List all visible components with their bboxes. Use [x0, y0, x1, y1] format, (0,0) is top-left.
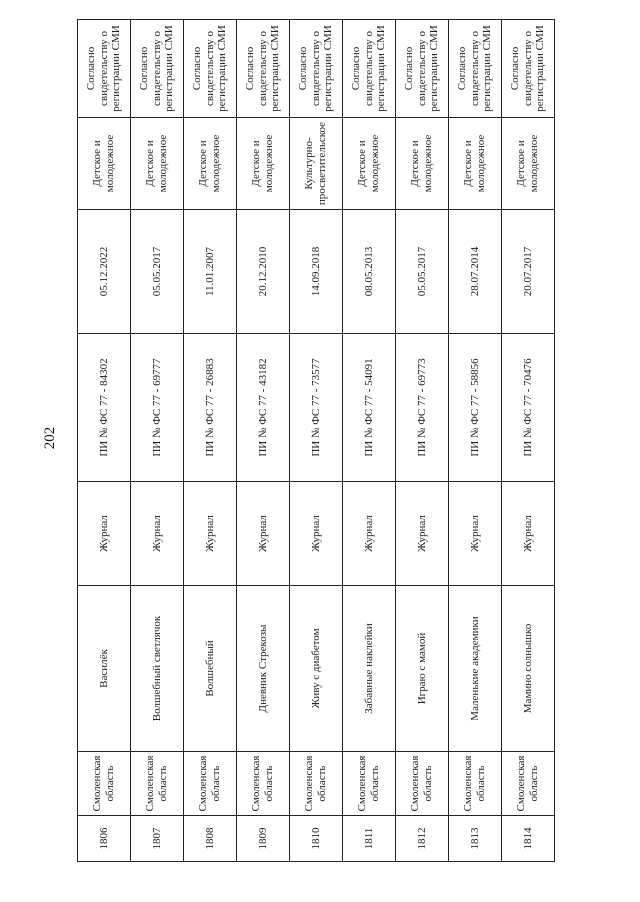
cell-basis: Согласно свидетельству о регистрации СМИ — [290, 20, 343, 118]
cell-license: ПИ № ФС 77 - 69773 — [396, 334, 449, 482]
cell-topic: Детское и молодежное — [449, 118, 502, 210]
cell-basis: Согласно свидетельству о регистрации СМИ — [184, 20, 237, 118]
cell-date: 05.05.2017 — [396, 210, 449, 334]
registry-table — [77, 19, 555, 862]
cell-license: ПИ № ФС 77 - 70476 — [502, 334, 555, 482]
cell-date: 05.05.2017 — [131, 210, 184, 334]
table-row — [131, 20, 184, 862]
cell-date: 28.07.2014 — [449, 210, 502, 334]
cell-license: ПИ № ФС 77 - 54091 — [343, 334, 396, 482]
cell-topic: Детское и молодежное — [343, 118, 396, 210]
cell-form: Журнал — [343, 482, 396, 586]
cell-basis: Согласно свидетельству о регистрации СМИ — [343, 20, 396, 118]
cell-basis: Согласно свидетельству о регистрации СМИ — [396, 20, 449, 118]
cell-date: 20.12.2010 — [237, 210, 290, 334]
cell-topic: Культурно-просветительское — [290, 118, 343, 210]
cell-region: Смоленская область — [78, 752, 131, 816]
cell-form: Журнал — [290, 482, 343, 586]
cell-region: Смоленская область — [396, 752, 449, 816]
cell-basis: Согласно свидетельству о регистрации СМИ — [237, 20, 290, 118]
cell-date: 20.07.2017 — [502, 210, 555, 334]
cell-form: Журнал — [131, 482, 184, 586]
cell-number: 1810 — [290, 816, 343, 862]
cell-number: 1808 — [184, 816, 237, 862]
table-row — [184, 20, 237, 862]
rotated-table-wrapper — [77, 20, 555, 862]
cell-number: 1811 — [343, 816, 396, 862]
cell-topic: Детское и молодежное — [184, 118, 237, 210]
table-row — [237, 20, 290, 862]
cell-number: 1809 — [237, 816, 290, 862]
cell-number: 1806 — [78, 816, 131, 862]
table-row — [502, 20, 555, 862]
cell-license: ПИ № ФС 77 - 58856 — [449, 334, 502, 482]
cell-number: 1807 — [131, 816, 184, 862]
cell-number: 1813 — [449, 816, 502, 862]
cell-title: Забавные наклейки — [343, 586, 396, 752]
cell-license: ПИ № ФС 77 - 73577 — [290, 334, 343, 482]
cell-license: ПИ № ФС 77 - 26883 — [184, 334, 237, 482]
cell-region: Смоленская область — [502, 752, 555, 816]
cell-title: Дневник Стрекозы — [237, 586, 290, 752]
cell-date: 11.01.2007 — [184, 210, 237, 334]
cell-form: Журнал — [502, 482, 555, 586]
cell-region: Смоленская область — [237, 752, 290, 816]
cell-form: Журнал — [78, 482, 131, 586]
table-row — [396, 20, 449, 862]
cell-title: Играю с мамой — [396, 586, 449, 752]
cell-topic: Детское и молодежное — [502, 118, 555, 210]
cell-basis: Согласно свидетельству о регистрации СМИ — [449, 20, 502, 118]
cell-number: 1814 — [502, 816, 555, 862]
table-row — [290, 20, 343, 862]
page-number: 202 — [42, 426, 58, 450]
cell-basis: Согласно свидетельству о регистрации СМИ — [131, 20, 184, 118]
cell-license: ПИ № ФС 77 - 84302 — [78, 334, 131, 482]
cell-form: Журнал — [449, 482, 502, 586]
cell-title: Василёк — [78, 586, 131, 752]
cell-title: Волшебный — [184, 586, 237, 752]
cell-region: Смоленская область — [343, 752, 396, 816]
cell-basis: Согласно свидетельству о регистрации СМИ — [78, 20, 131, 118]
cell-topic: Детское и молодежное — [78, 118, 131, 210]
cell-license: ПИ № ФС 77 - 43182 — [237, 334, 290, 482]
cell-topic: Детское и молодежное — [396, 118, 449, 210]
cell-title: Живу с диабетом — [290, 586, 343, 752]
cell-title: Мамино солнышко — [502, 586, 555, 752]
cell-date: 14.09.2018 — [290, 210, 343, 334]
cell-number: 1812 — [396, 816, 449, 862]
cell-region: Смоленская область — [449, 752, 502, 816]
cell-form: Журнал — [237, 482, 290, 586]
cell-region: Смоленская область — [290, 752, 343, 816]
cell-date: 08.05.2013 — [343, 210, 396, 334]
cell-date: 05.12.2022 — [78, 210, 131, 334]
table-row — [449, 20, 502, 862]
table-row — [343, 20, 396, 862]
cell-form: Журнал — [184, 482, 237, 586]
table-row — [78, 20, 131, 862]
cell-basis: Согласно свидетельству о регистрации СМИ — [502, 20, 555, 118]
cell-form: Журнал — [396, 482, 449, 586]
cell-region: Смоленская область — [131, 752, 184, 816]
cell-title: Волшебный светлячок — [131, 586, 184, 752]
cell-region: Смоленская область — [184, 752, 237, 816]
cell-license: ПИ № ФС 77 - 69777 — [131, 334, 184, 482]
cell-topic: Детское и молодежное — [131, 118, 184, 210]
cell-topic: Детское и молодежное — [237, 118, 290, 210]
cell-title: Маленькие академики — [449, 586, 502, 752]
